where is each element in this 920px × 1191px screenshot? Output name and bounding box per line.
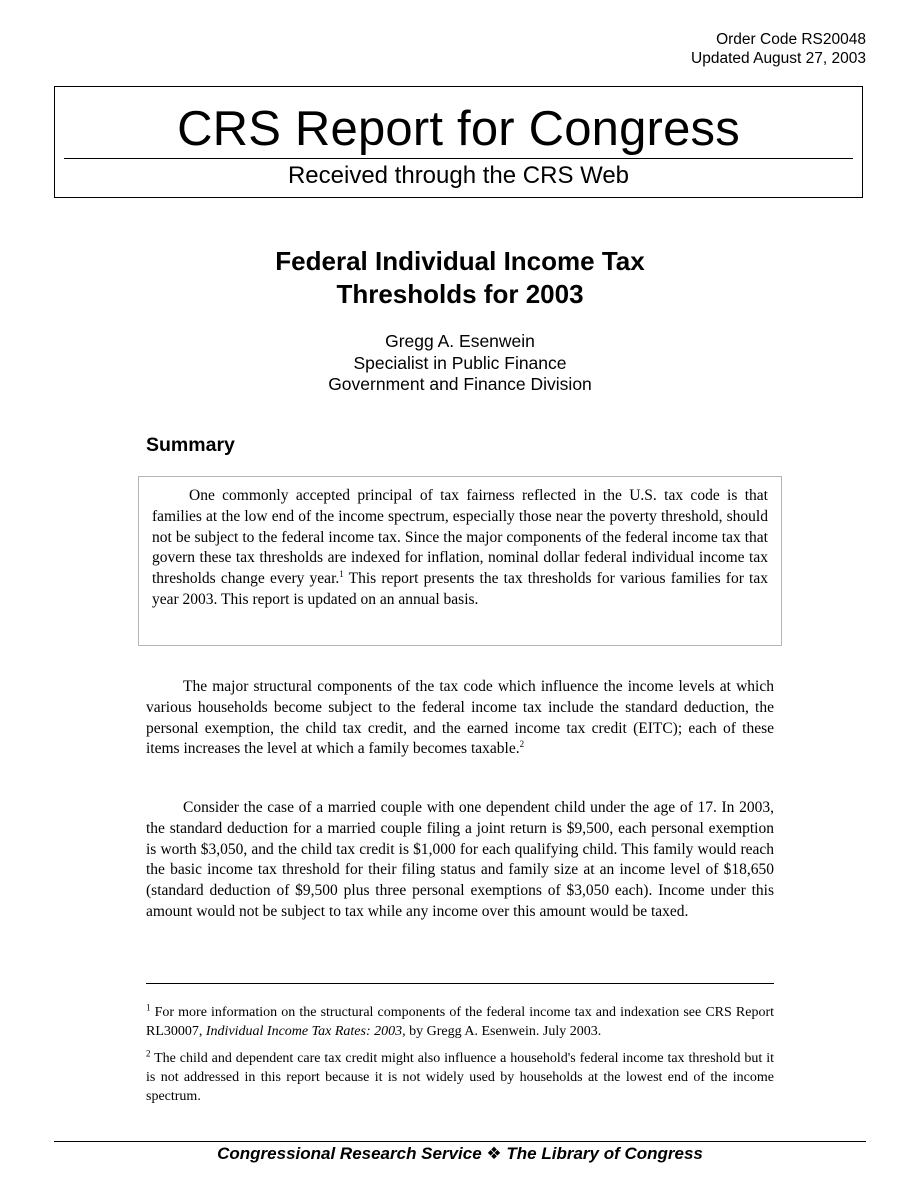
order-code-block (691, 30, 866, 68)
footnote-ref-1[interactable]: 1 (339, 569, 344, 580)
footnote-ref-2[interactable]: 2 (519, 739, 525, 750)
author-title: Specialist in Public Finance (353, 352, 567, 373)
footer (0, 1143, 920, 1165)
footnote-1-number: 1 (146, 1002, 151, 1013)
footnote-2-number: 2 (146, 1048, 151, 1059)
title-line-1: Federal Individual Income Tax (275, 246, 645, 276)
footer-org: Congressional Research Service (217, 1144, 482, 1163)
footnote-divider (146, 983, 774, 984)
body-paragraph-2: Consider the case of a married couple with one dependent child under the age of 17. In 2003, the standard deduction for a married couple filing a joint return is $9,500, each personal exemption is worth $3,050, and the child tax credit is $1,000 for each qualifying child. This family would reach the basic income tax threshold for their filing status and family size at an income level of $18,650 (standard deduction of $9,500 plus three personal exemptions of $3,050 each). Income under this amount would not be subject to tax while any income over this amount would be taxed. (146, 799, 774, 920)
updated-date: Updated August 27, 2003 (691, 50, 866, 67)
footnote-1-text-after: , by Gregg A. Esenwein. July 2003. (402, 1024, 602, 1039)
footnote-1-text-before: For more information on the structural components of the federal income tax and indexation see CRS Report RL30007, (146, 1005, 774, 1039)
footnote-2 (146, 1049, 774, 1106)
diamond-separator-icon: ❖ (486, 1144, 502, 1163)
masthead-subtitle: Received through the CRS Web (287, 162, 630, 189)
footer-library: The Library of Congress (506, 1144, 703, 1163)
summary-text-part1: One commonly accepted principal of tax fairness reflected in the U.S. tax code is that families at the low end of the income spectrum, especially those near the poverty threshold, should not be subject to the federal income tax. Since the major components of the federal income tax that govern these tax thresholds are indexed for inflation, nominal dollar federal individual income tax thresholds change every year. (152, 487, 768, 588)
summary-text-part2: This report presents the tax thresholds for various families for tax year 2003. This report is updated on an annual basis. (152, 570, 768, 608)
order-code: Order Code RS20048 (716, 31, 866, 48)
masthead-title: CRS Report for Congress (177, 102, 740, 156)
author-name: Gregg A. Esenwein (385, 331, 535, 351)
author-block (0, 331, 920, 396)
body-paragraph-1 (146, 677, 774, 760)
footnote-1 (146, 1003, 774, 1041)
title-line-2: Thresholds for 2003 (336, 279, 584, 309)
footnote-1-report-title: Individual Income Tax Rates: 2003 (205, 1024, 403, 1039)
summary-text (152, 486, 768, 611)
footer-divider (54, 1141, 866, 1142)
body-paragraph-1-text: The major structural components of the tax code which influence the income levels at which various households become subject to the federal income tax include the standard deduction, the personal exemption, the child tax credit, and the earned income tax credit (EITC); each of these items increases the level at which a family becomes taxable. (146, 678, 774, 758)
masthead (54, 86, 863, 198)
summary-heading: Summary (146, 434, 235, 456)
footnote-2-text: The child and dependent care tax credit might also influence a household's federal income tax threshold but it is not addressed in this report because it is not widely used by households at the lowest end of the income spectrum. (146, 1051, 774, 1104)
author-division: Government and Finance Division (328, 374, 592, 394)
masthead-divider (64, 158, 853, 159)
document-title (0, 245, 920, 311)
summary-box (138, 476, 782, 646)
